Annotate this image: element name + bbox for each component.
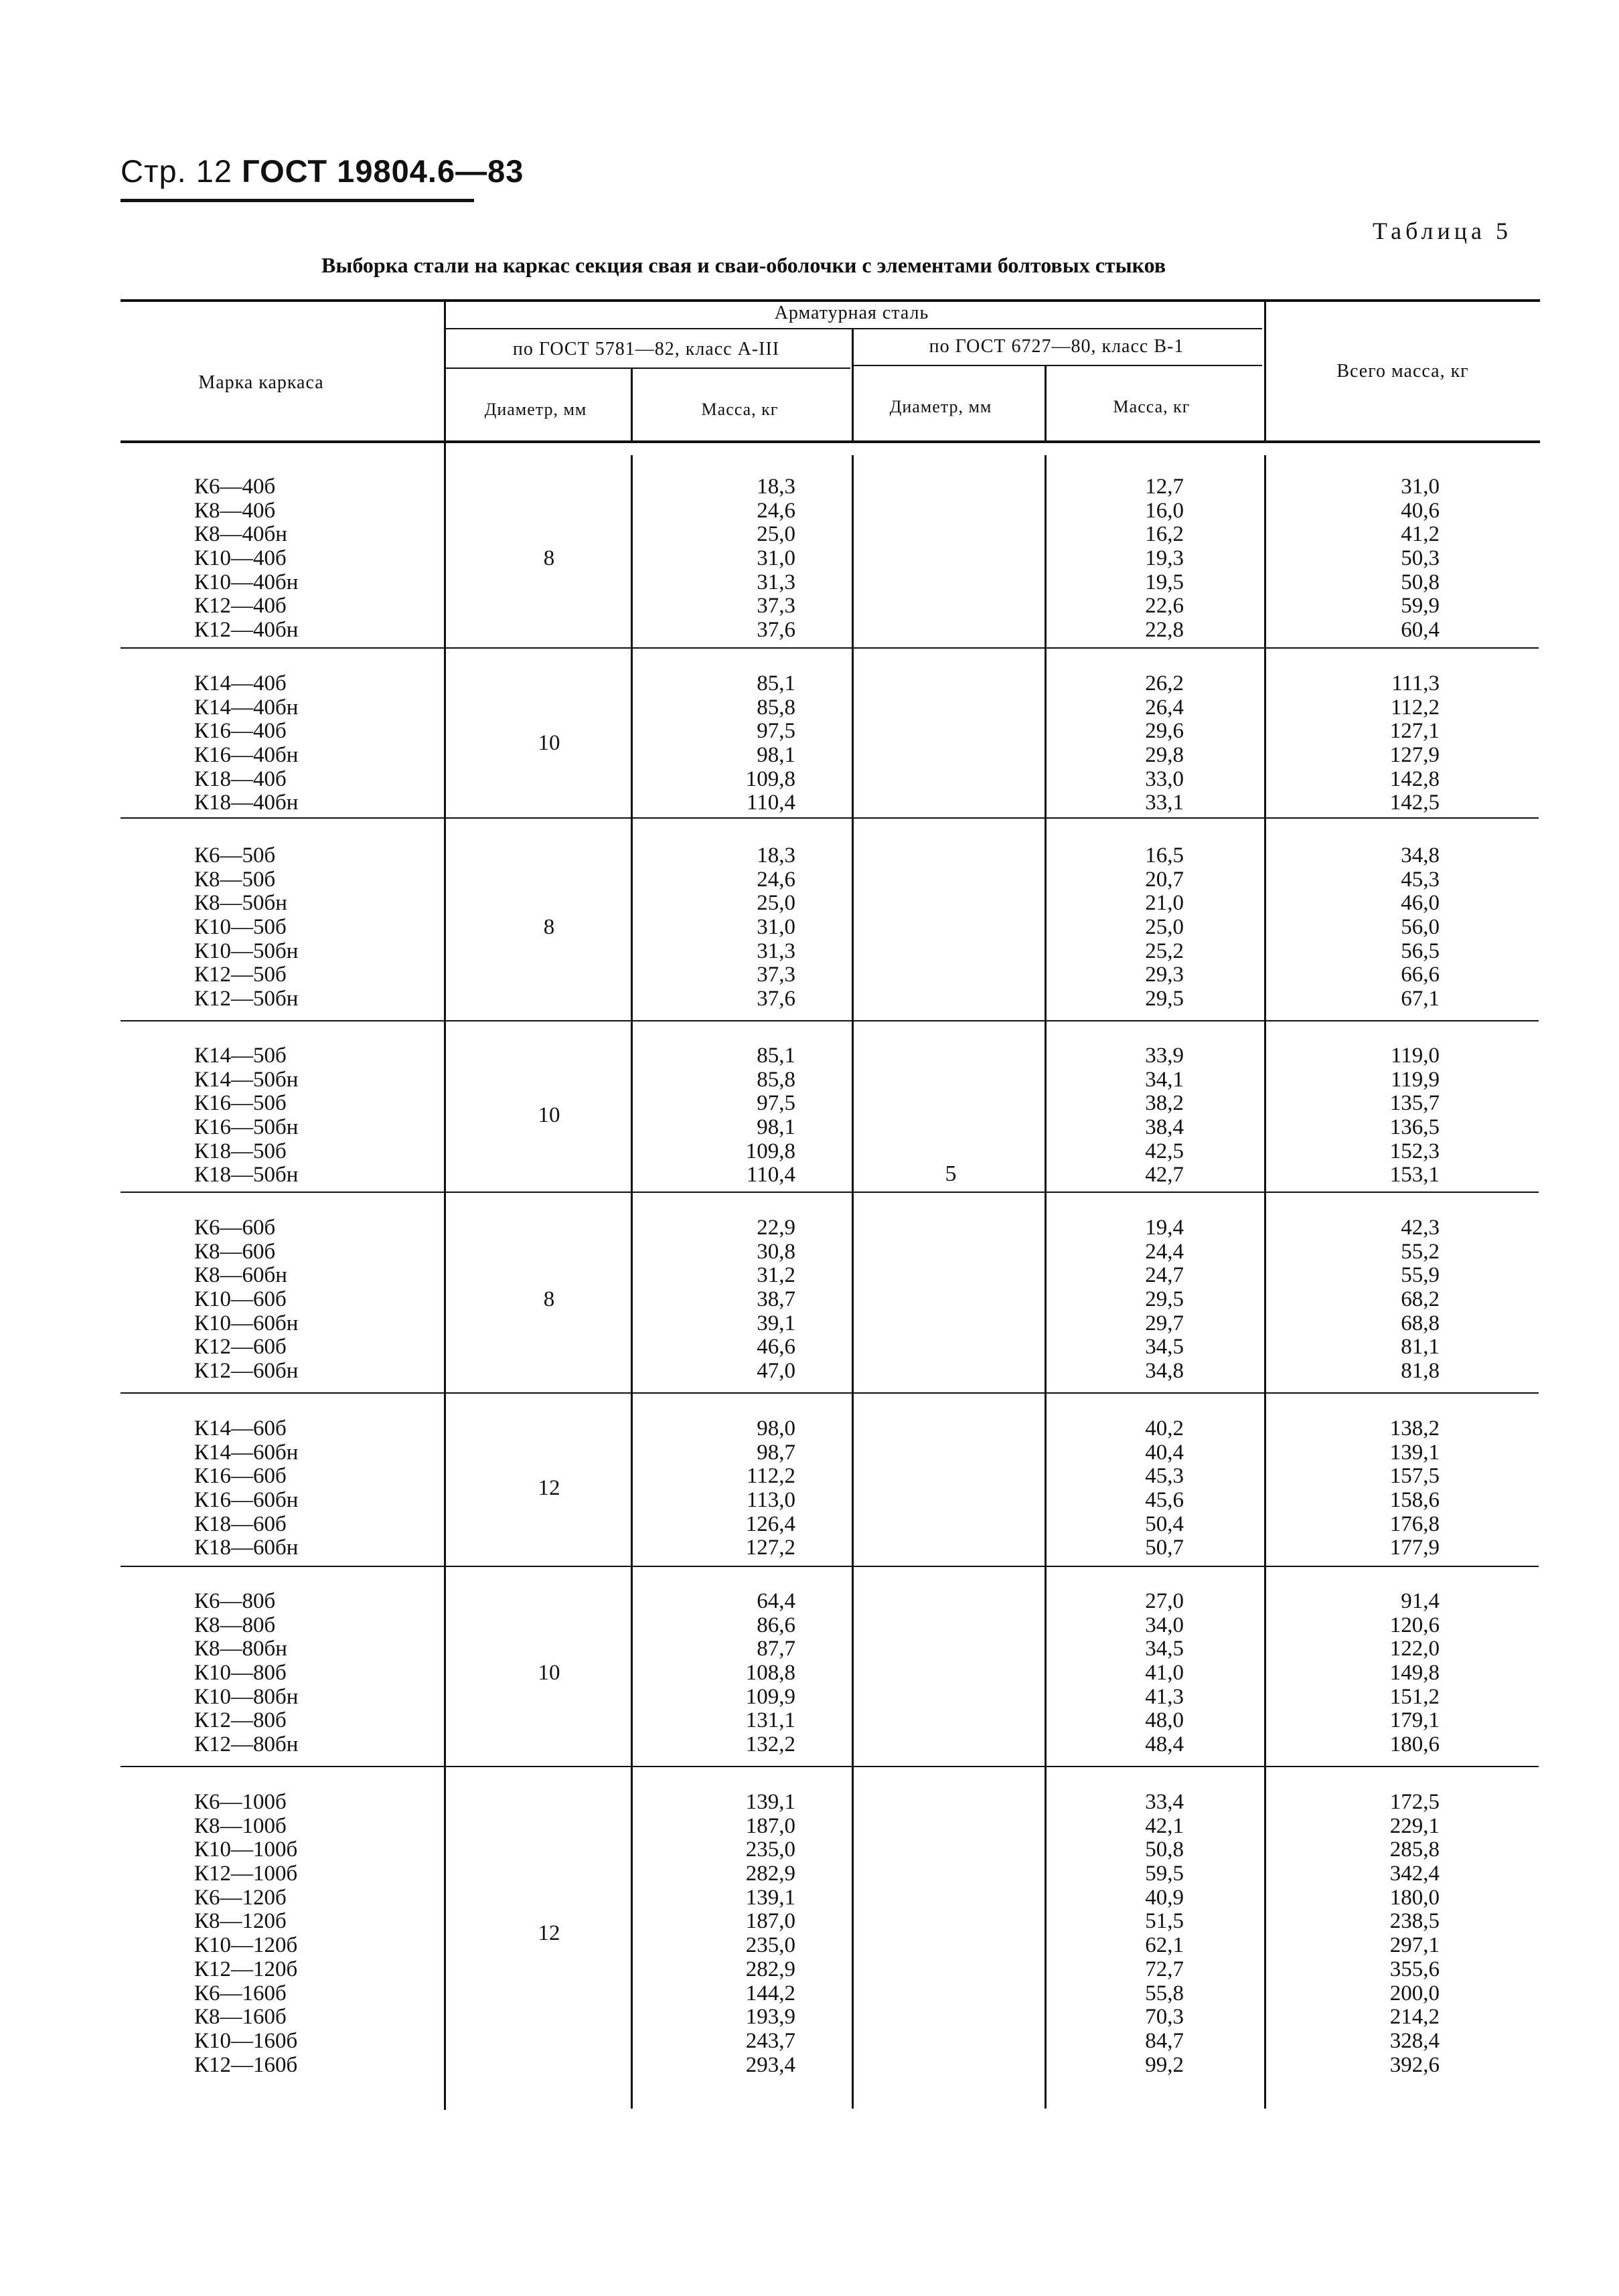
- table-cell: К12—120б: [194, 1957, 298, 1981]
- table-cell: 40,2: [1145, 1416, 1184, 1441]
- table-cell: К16—40бн: [194, 743, 299, 768]
- table-cell: 46,6: [757, 1335, 795, 1360]
- standard-number: ГОСТ 19804.6—83: [242, 153, 524, 189]
- mark-column: [194, 844, 395, 1011]
- table-cell: 59,9: [1401, 594, 1440, 619]
- table-cell: 138,2: [1389, 1416, 1440, 1441]
- mark-column: [194, 1791, 395, 2077]
- table-cell: 235,0: [745, 1933, 795, 1958]
- header-top-rule: [121, 299, 1540, 302]
- table-cell: К16—60б: [194, 1464, 287, 1489]
- column-header-diameter1: Диаметр, мм: [484, 400, 587, 419]
- total-column: [1272, 1417, 1440, 1560]
- table-cell: 144,2: [745, 1981, 795, 2005]
- table-cell: 119,9: [1390, 1067, 1440, 1092]
- group-rule-7: [121, 1766, 1539, 1767]
- table-cell: 18,3: [757, 843, 795, 868]
- table-cell: 37,3: [757, 963, 795, 987]
- table-cell: 127,2: [745, 1536, 795, 1560]
- table-cell: 99,2: [1145, 2052, 1184, 2077]
- body-vline-gost: [852, 455, 854, 2109]
- table-cell: 59,5: [1145, 1862, 1184, 1886]
- table-cell: К10—50б: [194, 915, 287, 940]
- reinforcement-bottom-rule: [445, 328, 1262, 329]
- diameter1-cell: 10: [538, 731, 560, 756]
- group-rule-6: [121, 1566, 1539, 1567]
- table-cell: 85,1: [757, 1044, 795, 1068]
- table-cell: К16—50б: [194, 1091, 287, 1116]
- table-cell: 132,2: [745, 1732, 795, 1757]
- table-cell: 72,7: [1145, 1957, 1184, 1981]
- table-cell: 152,3: [1389, 1139, 1440, 1163]
- table-cell: К12—60бн: [194, 1359, 299, 1384]
- table-cell: 42,5: [1145, 1139, 1184, 1163]
- table-cell: 26,4: [1145, 695, 1184, 720]
- table-cell: 56,0: [1401, 915, 1440, 940]
- mass2-column: [1004, 672, 1184, 815]
- table-cell: 109,8: [745, 1139, 795, 1163]
- table-cell: 392,6: [1389, 2052, 1440, 2077]
- vline-total: [1264, 299, 1266, 442]
- table-cell: К12—40бн: [194, 618, 299, 643]
- table-cell: К12—40б: [194, 594, 287, 619]
- table-cell: 293,4: [745, 2052, 795, 2077]
- table-cell: 37,3: [757, 594, 795, 619]
- table-cell: К12—60б: [194, 1335, 287, 1360]
- table-cell: 108,8: [745, 1661, 795, 1686]
- table-cell: 87,7: [757, 1637, 795, 1661]
- total-column: [1272, 672, 1440, 815]
- table-number: Таблица 5: [1373, 218, 1512, 244]
- table-cell: К8—80бн: [194, 1637, 287, 1661]
- table-cell: 142,8: [1389, 766, 1440, 791]
- gost-bottom-rule-2: [854, 365, 1262, 366]
- table-cell: К18—40б: [194, 766, 287, 791]
- table-cell: 86,6: [757, 1613, 795, 1637]
- group-rule-2: [121, 817, 1539, 819]
- table-cell: К14—40б: [194, 671, 287, 695]
- table-cell: 50,7: [1145, 1536, 1184, 1560]
- mark-column: [194, 475, 395, 643]
- table-cell: 176,8: [1389, 1511, 1440, 1536]
- table-cell: 31,0: [1401, 475, 1440, 499]
- table-cell: 98,1: [757, 1115, 795, 1140]
- table-cell: 29,7: [1145, 1311, 1184, 1335]
- table-cell: 355,6: [1389, 1957, 1440, 1981]
- column-header-mark: Марка каркаса: [198, 372, 324, 393]
- table-cell: К10—40бн: [194, 570, 299, 594]
- table-cell: 42,3: [1401, 1216, 1440, 1240]
- table-cell: 68,8: [1401, 1311, 1440, 1335]
- mark-column: [194, 1044, 395, 1187]
- table-cell: 38,2: [1145, 1091, 1184, 1116]
- table-cell: К14—40бн: [194, 695, 299, 720]
- table-cell: 153,1: [1389, 1163, 1440, 1187]
- table-cell: 50,8: [1401, 570, 1440, 594]
- table-cell: 19,5: [1145, 570, 1184, 594]
- table-cell: 46,0: [1401, 891, 1440, 916]
- table-cell: К10—100б: [194, 1837, 298, 1862]
- table-cell: К12—50б: [194, 963, 287, 987]
- diameter1-cell: 8: [543, 1287, 555, 1312]
- table-cell: 180,0: [1389, 1885, 1440, 1910]
- table-cell: 37,6: [757, 987, 795, 1011]
- table-cell: 187,0: [745, 1909, 795, 1934]
- mass2-column: [1004, 1216, 1184, 1384]
- table-cell: 126,4: [745, 1511, 795, 1536]
- table-cell: К16—40б: [194, 719, 287, 744]
- table-cell: 12,7: [1145, 475, 1184, 499]
- table-cell: 112,2: [1390, 695, 1440, 720]
- table-cell: 40,6: [1401, 498, 1440, 523]
- table-cell: 16,5: [1145, 843, 1184, 868]
- total-column: [1272, 1590, 1440, 1757]
- table-cell: К16—60бн: [194, 1488, 299, 1513]
- table-cell: 41,2: [1401, 522, 1440, 547]
- table-cell: 111,3: [1391, 671, 1440, 695]
- group-rule-5: [121, 1392, 1539, 1394]
- column-header-diameter2: Диаметр, мм: [889, 397, 992, 416]
- table-cell: 56,5: [1401, 938, 1440, 963]
- table-cell: К6—120б: [194, 1885, 287, 1910]
- table-cell: 31,3: [757, 570, 795, 594]
- table-cell: 41,3: [1145, 1684, 1184, 1709]
- table-cell: 110,4: [746, 791, 795, 815]
- table-cell: К8—40бн: [194, 522, 287, 547]
- table-cell: 229,1: [1389, 1813, 1440, 1838]
- table-cell: 33,0: [1145, 766, 1184, 791]
- mass2-column: [1004, 1417, 1184, 1560]
- group-rule-3: [121, 1020, 1539, 1021]
- table-cell: К12—80бн: [194, 1732, 299, 1757]
- table-cell: 25,0: [757, 522, 795, 547]
- mass2-column: [1004, 844, 1184, 1011]
- table-cell: 342,4: [1389, 1862, 1440, 1886]
- table-cell: 158,6: [1389, 1488, 1440, 1513]
- table-cell: 22,9: [757, 1216, 795, 1240]
- table-cell: 50,8: [1145, 1837, 1184, 1862]
- table-cell: 97,5: [757, 1091, 795, 1116]
- table-cell: 68,2: [1401, 1287, 1440, 1312]
- table-cell: 120,6: [1389, 1613, 1440, 1637]
- table-cell: 127,1: [1389, 719, 1440, 744]
- table-cell: 16,2: [1145, 522, 1184, 547]
- table-cell: 30,8: [757, 1239, 795, 1264]
- table-cell: 40,9: [1145, 1885, 1184, 1910]
- table-cell: К18—40бн: [194, 791, 299, 815]
- table-cell: 243,7: [745, 2028, 795, 2053]
- table-cell: К10—80б: [194, 1661, 287, 1686]
- diameter1-cell: 8: [543, 915, 555, 940]
- table-cell: 81,8: [1401, 1359, 1440, 1384]
- table-cell: 33,1: [1145, 791, 1184, 815]
- table-cell: 31,0: [757, 546, 795, 571]
- table-cell: 187,0: [745, 1813, 795, 1838]
- table-cell: 37,6: [757, 618, 795, 643]
- table-cell: 282,9: [745, 1862, 795, 1886]
- diameter2-value: 5: [945, 1161, 957, 1186]
- mass2-column: [1004, 1791, 1184, 2077]
- mass2-column: [1004, 1590, 1184, 1757]
- table-cell: К6—100б: [194, 1790, 287, 1814]
- body-vline-total: [1264, 455, 1266, 2109]
- table-cell: 34,0: [1145, 1613, 1184, 1637]
- table-cell: К10—160б: [194, 2028, 298, 2053]
- column-header-mass1: Масса, кг: [701, 400, 779, 419]
- table-cell: К16—50бн: [194, 1115, 299, 1140]
- table-cell: К8—60б: [194, 1239, 276, 1264]
- table-cell: 34,5: [1145, 1637, 1184, 1661]
- table-cell: К14—50бн: [194, 1067, 299, 1092]
- table-cell: 55,2: [1401, 1239, 1440, 1264]
- total-column: [1272, 844, 1440, 1011]
- table-cell: 38,4: [1145, 1115, 1184, 1140]
- table-cell: 26,2: [1145, 671, 1184, 695]
- table-cell: 31,0: [757, 915, 795, 940]
- table-cell: 282,9: [745, 1957, 795, 1981]
- mark-column: [194, 1590, 395, 1757]
- table-cell: 122,0: [1389, 1637, 1440, 1661]
- diameter1-cell: 12: [538, 1476, 560, 1501]
- table-cell: 34,1: [1145, 1067, 1184, 1092]
- table-cell: К10—80бн: [194, 1684, 299, 1709]
- table-cell: 24,6: [757, 867, 795, 892]
- total-column: [1272, 1044, 1440, 1187]
- table-cell: К14—60бн: [194, 1440, 299, 1465]
- table-cell: 21,0: [1145, 891, 1184, 916]
- table-cell: К10—120б: [194, 1933, 298, 1958]
- table-cell: 84,7: [1145, 2028, 1184, 2053]
- vline-gost: [852, 328, 854, 442]
- column-header-gost1: по ГОСТ 5781—82, класс А-III: [512, 339, 780, 359]
- table-cell: 214,2: [1389, 2005, 1440, 2030]
- table-cell: К10—50бн: [194, 938, 299, 963]
- table-cell: 135,7: [1389, 1091, 1440, 1116]
- table-cell: 33,9: [1145, 1044, 1184, 1068]
- table-cell: 131,1: [745, 1708, 795, 1733]
- table-cell: 177,9: [1389, 1536, 1440, 1560]
- mark-column: [194, 672, 395, 815]
- table-cell: 50,3: [1401, 546, 1440, 571]
- table-cell: 40,4: [1145, 1440, 1184, 1465]
- table-cell: 22,6: [1145, 594, 1184, 619]
- table-cell: 24,7: [1145, 1263, 1184, 1288]
- table-cell: 98,0: [757, 1416, 795, 1441]
- table-cell: 157,5: [1389, 1464, 1440, 1489]
- table-cell: 149,8: [1389, 1661, 1440, 1686]
- table-cell: 45,3: [1401, 867, 1440, 892]
- mass2-column: [1004, 1044, 1184, 1187]
- table-cell: 66,6: [1401, 963, 1440, 987]
- table-cell: 34,5: [1145, 1335, 1184, 1360]
- table-cell: К8—100б: [194, 1813, 287, 1838]
- table-cell: 41,0: [1145, 1661, 1184, 1686]
- diameter1-cell: 10: [538, 1103, 560, 1128]
- table-cell: 151,2: [1389, 1684, 1440, 1709]
- column-header-total: Всего масса, кг: [1336, 361, 1469, 382]
- table-cell: 25,0: [1145, 915, 1184, 940]
- table-cell: К12—50бн: [194, 987, 299, 1011]
- table-cell: 33,4: [1145, 1790, 1184, 1814]
- column-header-reinforcement: Арматурная сталь: [774, 303, 929, 323]
- table-cell: К6—80б: [194, 1589, 276, 1613]
- table-cell: 29,5: [1145, 1287, 1184, 1312]
- table-cell: 22,8: [1145, 618, 1184, 643]
- table-caption: Выборка стали на каркас секция свая и сваи-оболочки с элементами болтовых стыков: [321, 253, 1166, 277]
- table-cell: 136,5: [1389, 1115, 1440, 1140]
- table-cell: 139,1: [745, 1885, 795, 1910]
- table-cell: 85,1: [757, 671, 795, 695]
- table-cell: 55,9: [1401, 1263, 1440, 1288]
- table-cell: 48,0: [1145, 1708, 1184, 1733]
- table-cell: К12—80б: [194, 1708, 287, 1733]
- table-cell: 139,1: [1389, 1440, 1440, 1465]
- table-cell: 29,3: [1145, 963, 1184, 987]
- table-cell: 285,8: [1389, 1837, 1440, 1862]
- table-cell: 139,1: [745, 1790, 795, 1814]
- table-cell: 98,7: [757, 1440, 795, 1465]
- table-cell: К10—60бн: [194, 1311, 299, 1335]
- table-cell: 172,5: [1389, 1790, 1440, 1814]
- table-cell: 29,5: [1145, 987, 1184, 1011]
- table-cell: К8—160б: [194, 2005, 287, 2030]
- table-cell: 31,3: [757, 938, 795, 963]
- diameter1-cell: 10: [538, 1661, 560, 1686]
- mark-column: [194, 1417, 395, 1560]
- table-cell: 45,6: [1145, 1488, 1184, 1513]
- table-cell: 113,0: [746, 1488, 795, 1513]
- table-cell: 109,9: [745, 1684, 795, 1709]
- table-cell: К10—60б: [194, 1287, 287, 1312]
- table-cell: 180,6: [1389, 1732, 1440, 1757]
- table-cell: 34,8: [1401, 843, 1440, 868]
- table-cell: К8—50бн: [194, 891, 287, 916]
- total-column: [1272, 1216, 1440, 1384]
- table-cell: 62,1: [1145, 1933, 1184, 1958]
- table-cell: К6—50б: [194, 843, 276, 868]
- table-cell: 297,1: [1389, 1933, 1440, 1958]
- table-cell: 39,1: [757, 1311, 795, 1335]
- table-cell: 25,2: [1145, 938, 1184, 963]
- table-cell: 16,0: [1145, 498, 1184, 523]
- table-cell: 18,3: [757, 475, 795, 499]
- diameter1-cell: 8: [543, 546, 555, 571]
- table-cell: 238,5: [1389, 1909, 1440, 1934]
- table-cell: 109,8: [745, 766, 795, 791]
- group-rule-4: [121, 1192, 1539, 1193]
- page-number: Стр. 12: [121, 153, 233, 189]
- table-cell: К8—50б: [194, 867, 276, 892]
- table-cell: 70,3: [1145, 2005, 1184, 2030]
- table-cell: К18—60б: [194, 1511, 287, 1536]
- table-cell: 235,0: [745, 1837, 795, 1862]
- table-cell: 51,5: [1145, 1909, 1184, 1934]
- table-cell: 97,5: [757, 719, 795, 744]
- table-cell: К6—160б: [194, 1981, 287, 2005]
- table-cell: 112,2: [746, 1464, 795, 1489]
- total-column: [1272, 1791, 1440, 2077]
- table-cell: 38,7: [757, 1287, 795, 1312]
- table-cell: 20,7: [1145, 867, 1184, 892]
- table-cell: 19,3: [1145, 546, 1184, 571]
- table-cell: 179,1: [1389, 1708, 1440, 1733]
- table-cell: К8—120б: [194, 1909, 287, 1934]
- table-cell: 98,1: [757, 743, 795, 768]
- table-cell: К6—60б: [194, 1216, 276, 1240]
- table-cell: 47,0: [757, 1359, 795, 1384]
- table-cell: 193,9: [745, 2005, 795, 2030]
- table-cell: 50,4: [1145, 1511, 1184, 1536]
- table-cell: К18—60бн: [194, 1536, 299, 1560]
- table-cell: 200,0: [1389, 1981, 1440, 2005]
- table-cell: 85,8: [757, 695, 795, 720]
- table-cell: К12—100б: [194, 1862, 298, 1886]
- table-cell: 31,2: [757, 1263, 795, 1288]
- header-rule: [121, 199, 474, 202]
- vline-diameter2: [1045, 365, 1047, 442]
- table-cell: 24,6: [757, 498, 795, 523]
- table-cell: 29,6: [1145, 719, 1184, 744]
- table-cell: К18—50бн: [194, 1163, 299, 1187]
- table-cell: К8—40б: [194, 498, 276, 523]
- table-cell: 42,7: [1145, 1163, 1184, 1187]
- mass2-column: [1004, 475, 1184, 643]
- group-rule-1: [121, 647, 1539, 649]
- table-cell: 142,5: [1389, 791, 1440, 815]
- table-cell: К8—80б: [194, 1613, 276, 1637]
- table-cell: 48,4: [1145, 1732, 1184, 1757]
- table-cell: 19,4: [1145, 1216, 1184, 1240]
- page-header: [121, 153, 524, 189]
- table-cell: 119,0: [1390, 1044, 1440, 1068]
- table-cell: К6—40б: [194, 475, 276, 499]
- table-cell: 127,9: [1389, 743, 1440, 768]
- table-cell: 328,4: [1389, 2028, 1440, 2053]
- table-cell: 29,8: [1145, 743, 1184, 768]
- table-cell: 25,0: [757, 891, 795, 916]
- table-cell: 85,8: [757, 1067, 795, 1092]
- table-cell: 60,4: [1401, 618, 1440, 643]
- table-cell: 34,8: [1145, 1359, 1184, 1384]
- vline-diameter1: [631, 367, 633, 442]
- table-cell: К10—40б: [194, 546, 287, 571]
- table-cell: 91,4: [1401, 1589, 1440, 1613]
- table-cell: 27,0: [1145, 1589, 1184, 1613]
- table-cell: 42,1: [1145, 1813, 1184, 1838]
- table-cell: 67,1: [1401, 987, 1440, 1011]
- table-cell: 81,1: [1401, 1335, 1440, 1360]
- table-cell: 55,8: [1145, 1981, 1184, 2005]
- mark-column: [194, 1216, 395, 1384]
- table-cell: К12—160б: [194, 2052, 298, 2077]
- table-cell: 110,4: [746, 1163, 795, 1187]
- header-bottom-rule: [121, 440, 1540, 443]
- table-cell: К8—60бн: [194, 1263, 287, 1288]
- column-header-gost2: по ГОСТ 6727—80, класс В-1: [929, 336, 1184, 357]
- column-header-mass2: Масса, кг: [1113, 397, 1190, 416]
- table-cell: К14—50б: [194, 1044, 287, 1068]
- table-cell: 64,4: [757, 1589, 795, 1613]
- total-column: [1272, 475, 1440, 643]
- table-cell: 45,3: [1145, 1464, 1184, 1489]
- table-cell: К14—60б: [194, 1416, 287, 1441]
- table-cell: 24,4: [1145, 1239, 1184, 1264]
- gost-bottom-rule-1: [445, 367, 850, 369]
- diameter1-cell: 12: [538, 1921, 560, 1946]
- table-cell: К18—50б: [194, 1139, 287, 1163]
